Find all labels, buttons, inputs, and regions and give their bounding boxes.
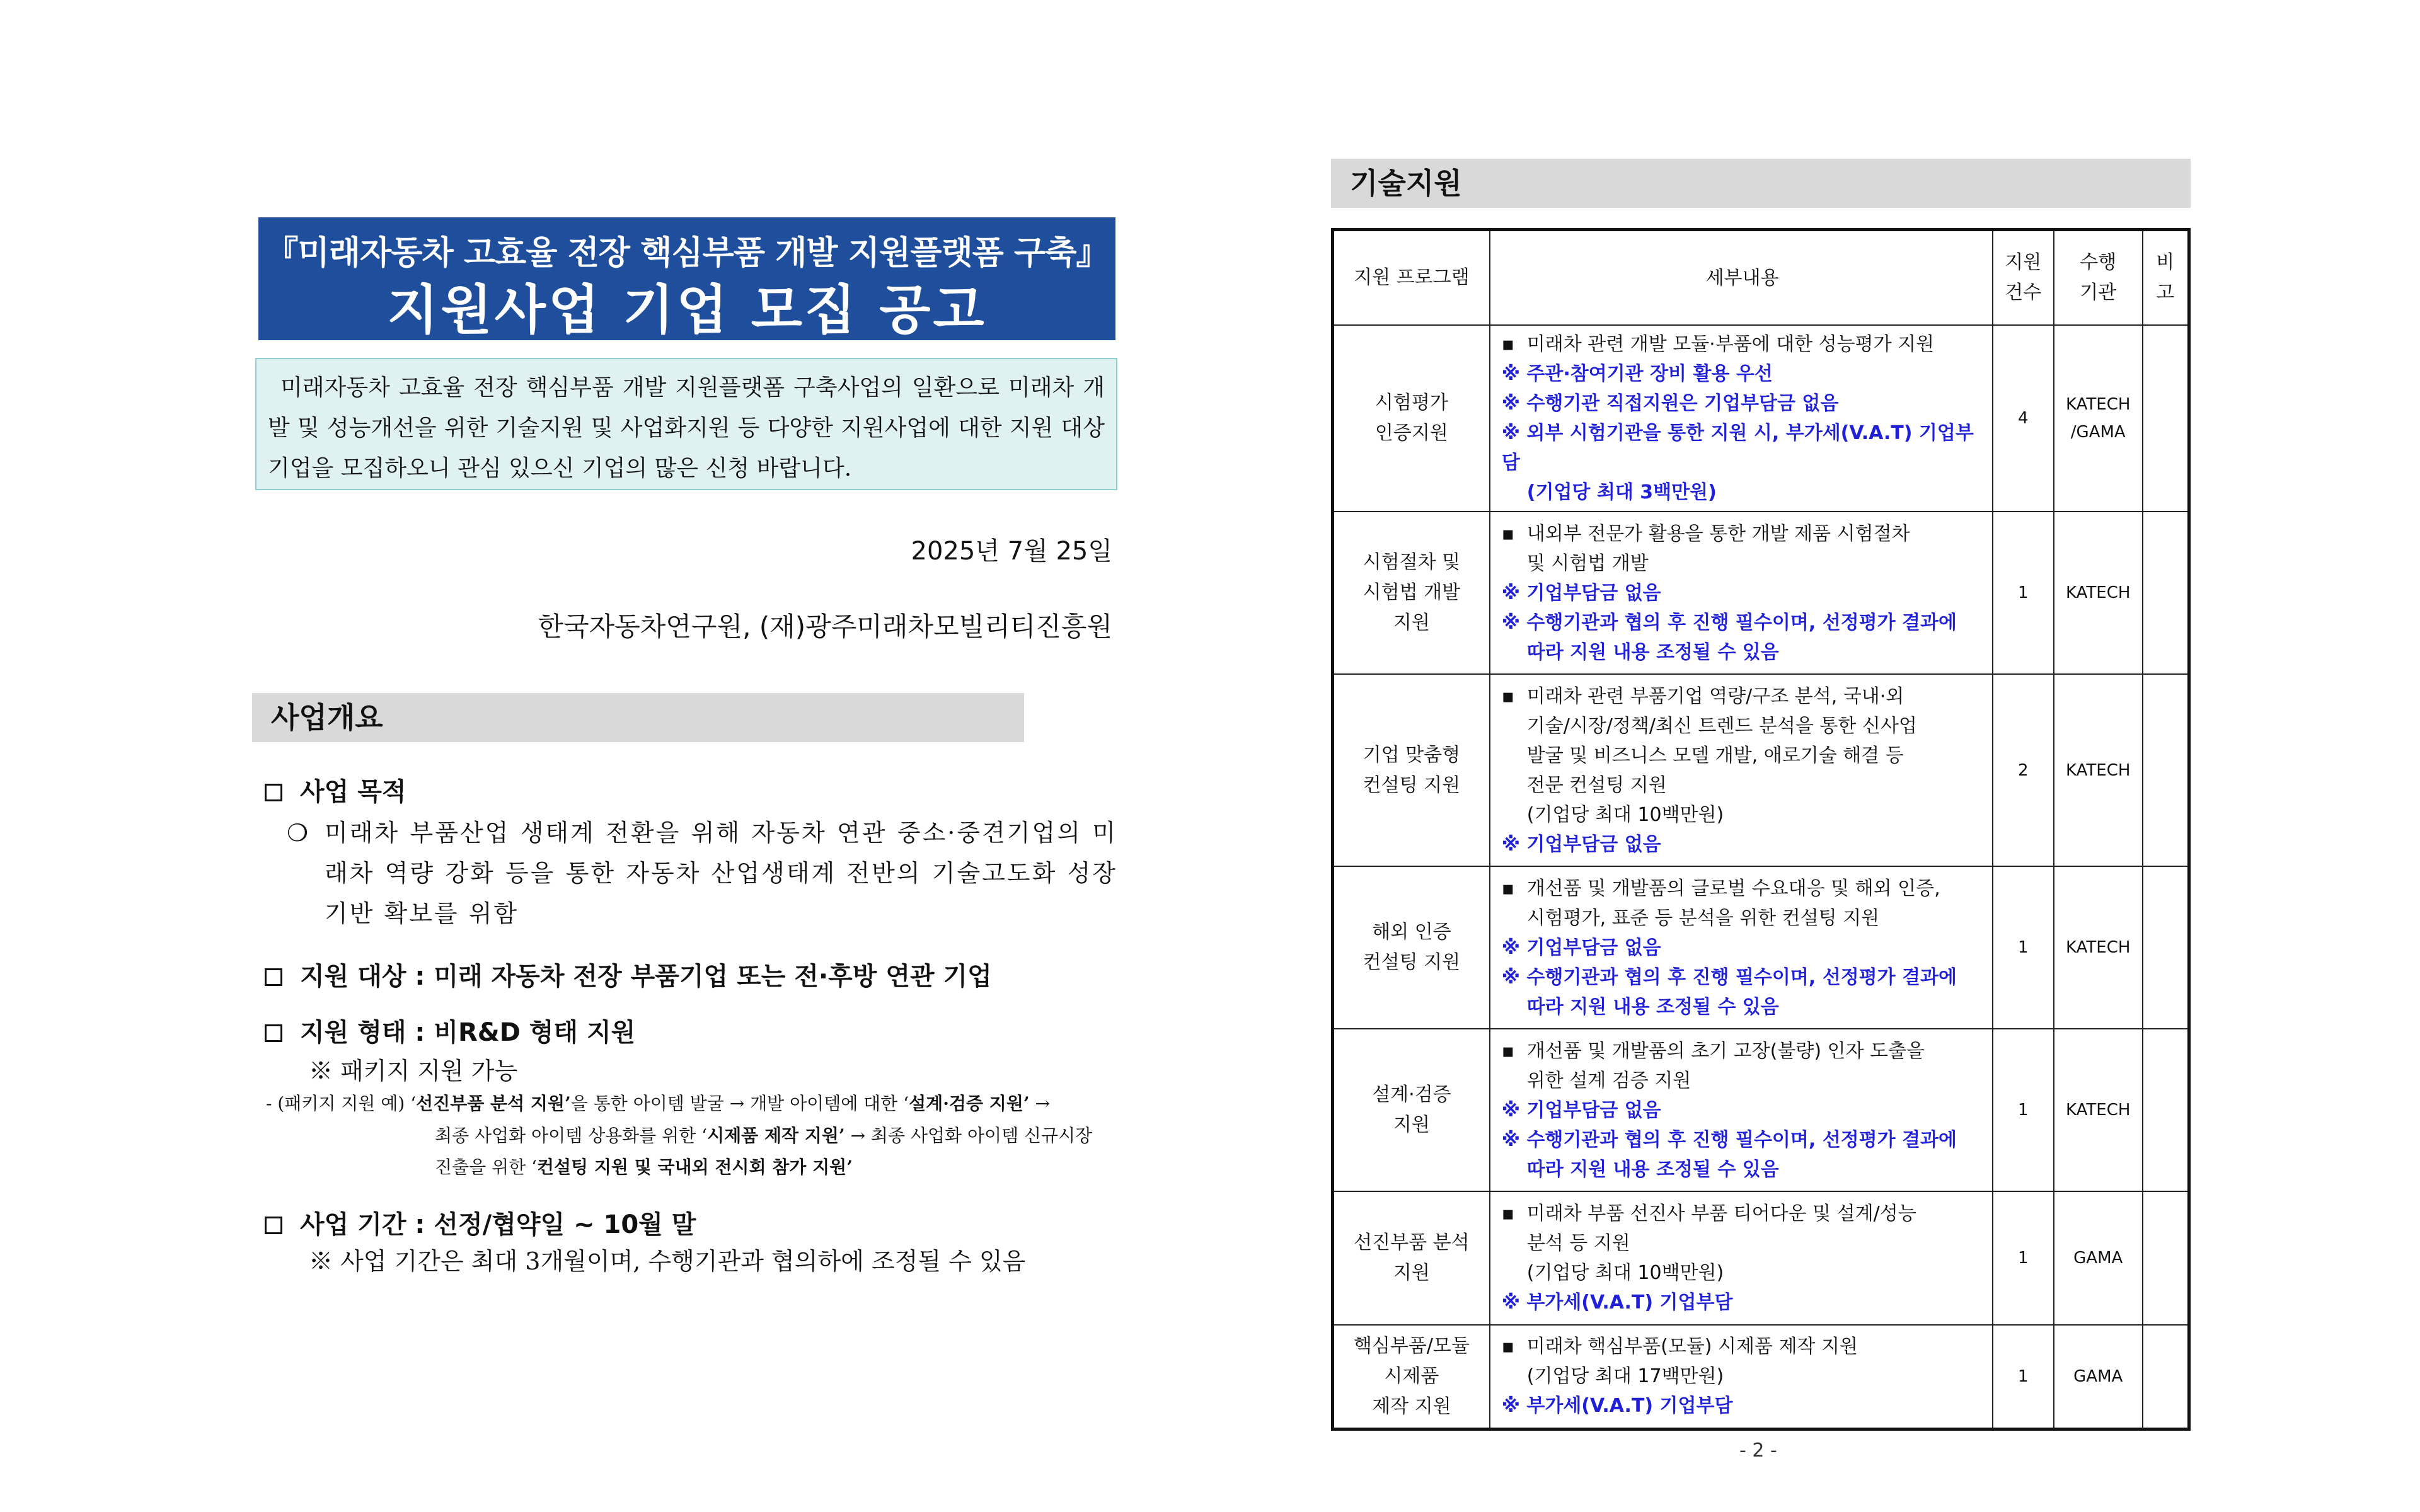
- row-org: GAMA: [2054, 1325, 2143, 1429]
- period-note: ※ 사업 기간은 최대 3개월이며, 수행기관과 협의하에 조정될 수 있음: [309, 1247, 1026, 1275]
- header-program: 지원 프로그램: [1333, 230, 1490, 326]
- intro-paragraph: [255, 358, 1117, 490]
- announcement-date: 2025년 7월 25일: [911, 537, 1112, 566]
- row-count: 1: [1993, 1029, 2054, 1191]
- row-count: 1: [1993, 866, 2054, 1029]
- checkbox-icon: [265, 968, 282, 986]
- announcement-title-banner: [258, 217, 1115, 340]
- row-count: 1: [1993, 1191, 2054, 1325]
- section-heading-overview: 사업개요: [252, 693, 1024, 742]
- purpose-text: 미래차 부품산업 생태계 전환을 위해 자동차 연관 중소·중견기업의 미래차 역량 강화 등을 통한 자동차 산업생태계 전반의 기술고도화 성장 기반 확보를 위함: [325, 819, 1117, 927]
- row-program: 선진부품 분석 지원: [1333, 1191, 1490, 1325]
- row-note: [2143, 866, 2189, 1029]
- row-count: 4: [1993, 325, 2054, 512]
- row-org: KATECH /GAMA: [2054, 325, 2143, 512]
- row-count: 2: [1993, 674, 2054, 866]
- target-item: [265, 956, 992, 992]
- row-program: 설계·검증 지원: [1333, 1029, 1490, 1191]
- row-note: [2143, 1029, 2189, 1191]
- row-note: [2143, 1325, 2189, 1429]
- period-text: 사업 기간 : 선정/협약일 ~ 10월 말: [300, 1210, 696, 1239]
- table-row: [1333, 512, 2189, 674]
- row-org: KATECH: [2054, 1029, 2143, 1191]
- section-heading-tech-support: 기술지원: [1331, 159, 2191, 208]
- purpose-item: [265, 772, 406, 808]
- row-org: KATECH: [2054, 512, 2143, 674]
- intro-text: 미래자동차 고효율 전장 핵심부품 개발 지원플랫폼 구축사업의 일환으로 미래차 개발 및 성능개선을 위한 기술지원 및 사업화지원 등 다양한 지원사업에 대한 지원 대상기업을 모집하오니 관심 있으신 기업의 많은 신청 바랍니다.: [268, 375, 1105, 481]
- row-org: GAMA: [2054, 1191, 2143, 1325]
- circle-bullet-icon: ❍: [287, 819, 309, 847]
- checkbox-icon: [265, 784, 282, 801]
- row-program: 핵심부품/모듈 시제품 제작 지원: [1333, 1325, 1490, 1429]
- form-item: [265, 1012, 635, 1048]
- row-note: [2143, 512, 2189, 674]
- row-note: [2143, 325, 2189, 512]
- purpose-label: 사업 목적: [300, 777, 406, 806]
- row-detail: ▪ 미래차 핵심부품(모듈) 시제품 제작 지원 (기업당 최대 17백만원) ※ 부가세(V.A.T) 기업부담: [1490, 1325, 1993, 1429]
- row-detail: ▪ 개선품 및 개발품의 초기 고장(불량) 인자 도출을 위한 설계 검증 지원 ※ 기업부담금 없음 ※ 수행기관과 협의 후 진행 필수이며, 선정평가 결과에 따라 지원 내용 조정될 수 있음: [1490, 1029, 1993, 1191]
- row-note: [2143, 674, 2189, 866]
- package-example-line3: 진출을 위한 ‘컨설팅 지원 및 국내외 전시회 참가 지원’: [435, 1157, 853, 1177]
- table-row: [1333, 325, 2189, 512]
- page-number: - 2 -: [1739, 1440, 1777, 1462]
- table-row: [1333, 1191, 2189, 1325]
- row-detail: ▪ 미래차 관련 부품기업 역량/구조 분석, 국내·외 기술/시장/정책/최신 트렌드 분석을 통한 신사업 발굴 및 비즈니스 모델 개발, 애로기술 해결 등 전문 컨설팅 지원 (기업당 최대 10백만원) ※ 기업부담금 없음: [1490, 674, 1993, 866]
- header-org: 수행 기관: [2054, 230, 2143, 326]
- row-program: 시험절차 및 시험법 개발 지원: [1333, 512, 1490, 674]
- row-detail: ▪ 개선품 및 개발품의 글로벌 수요대응 및 해외 인증, 시험평가, 표준 등 분석을 위한 컨설팅 지원 ※ 기업부담금 없음 ※ 수행기관과 협의 후 진행 필수이며, 선정평가 결과에 따라 지원 내용 조정될 수 있음: [1490, 866, 1993, 1029]
- package-example-line1: - (패키지 지원 예) ‘선진부품 분석 지원’을 통한 아이템 발굴 → 개발 아이템에 대한 ‘설계·검증 지원’ →: [266, 1093, 1051, 1114]
- row-note: [2143, 1191, 2189, 1325]
- table-header-row: [1333, 230, 2189, 326]
- header-detail: 세부내용: [1490, 230, 1993, 326]
- row-count: 1: [1993, 512, 2054, 674]
- header-count: 지원 건수: [1993, 230, 2054, 326]
- header-note: 비 고: [2143, 230, 2189, 326]
- table-row: [1333, 1029, 2189, 1191]
- period-item: [265, 1205, 696, 1240]
- announcement-title-line2: 지원사업 기업 모집 공고: [387, 279, 987, 341]
- table-row: [1333, 674, 2189, 866]
- row-detail: ▪ 미래차 관련 개발 모듈·부품에 대한 성능평가 지원 ※ 주관·참여기관 장비 활용 우선 ※ 수행기관 직접지원은 기업부담금 없음 ※ 외부 시험기관을 통한 지원 시, 부가세(V.A.T) 기업부담 (기업당 최대 3백만원): [1490, 325, 1993, 512]
- row-program: 시험평가 인증지원: [1333, 325, 1490, 512]
- target-text: 지원 대상 : 미래 자동차 전장 부품기업 또는 전·후방 연관 기업: [300, 962, 992, 991]
- form-note: ※ 패키지 지원 가능: [309, 1057, 518, 1085]
- row-detail: ▪ 내외부 전문가 활용을 통한 개발 제품 시험절차 및 시험법 개발 ※ 기업부담금 없음 ※ 수행기관과 협의 후 진행 필수이며, 선정평가 결과에 따라 지원 내용 조정될 수 있음: [1490, 512, 1993, 674]
- row-detail: ▪ 미래차 부품 선진사 부품 티어다운 및 설계/성능 분석 등 지원 (기업당 최대 10백만원) ※ 부가세(V.A.T) 기업부담: [1490, 1191, 1993, 1325]
- row-org: KATECH: [2054, 866, 2143, 1029]
- package-example-line2: 최종 사업화 아이템 상용화를 위한 ‘시제품 제작 지원’ → 최종 사업화 아이템 신규시장: [435, 1125, 1093, 1146]
- row-count: 1: [1993, 1325, 2054, 1429]
- row-org: KATECH: [2054, 674, 2143, 866]
- announcing-organizations: 한국자동차연구원, (재)광주미래차모빌리티진흥원: [538, 611, 1112, 642]
- form-text: 지원 형태 : 비R&D 형태 지원: [300, 1018, 636, 1047]
- table-row: [1333, 866, 2189, 1029]
- table-row: [1333, 1325, 2189, 1429]
- tech-support-table: [1331, 228, 2191, 1431]
- row-program: 기업 맞춤형 컨설팅 지원: [1333, 674, 1490, 866]
- announcement-title-line1: 『미래자동차 고효율 전장 핵심부품 개발 지원플랫폼 구축』: [265, 234, 1109, 272]
- checkbox-icon: [265, 1024, 282, 1042]
- row-program: 해외 인증 컨설팅 지원: [1333, 866, 1490, 1029]
- checkbox-icon: [265, 1217, 282, 1234]
